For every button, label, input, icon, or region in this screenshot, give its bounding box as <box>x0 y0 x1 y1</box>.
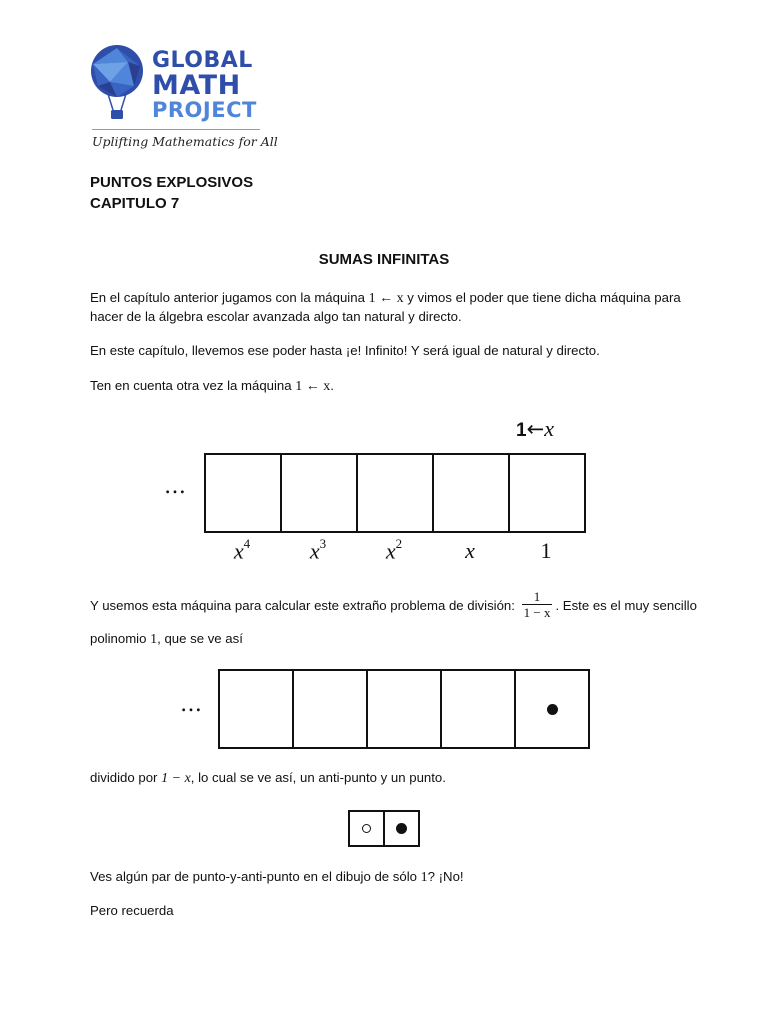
place-base: x <box>385 538 396 564</box>
chapter-number: CAPITULO 7 <box>90 195 180 212</box>
p3-text-b: . <box>330 378 334 393</box>
machine-2-box <box>218 669 294 749</box>
fraction <box>522 589 553 620</box>
anti-dot-icon <box>362 824 371 833</box>
p4-math: 1 <box>150 632 158 647</box>
p3-text-a: Ten en cuenta otra vez la máquina <box>90 378 292 393</box>
logo-line1: GLOBAL <box>152 48 253 73</box>
place-base: x <box>309 538 320 564</box>
place-exponent: 3 <box>319 536 327 551</box>
place-base: x <box>233 538 244 564</box>
p4-text-a: Y usemos esta máquina para calcular este extraño problema de división: <box>90 597 515 613</box>
place-exponent: 2 <box>395 536 403 551</box>
p5-text-b: , lo cual se ve así, un anti-punto y un punto. <box>190 770 446 785</box>
hot-air-balloon-icon <box>88 44 146 122</box>
machine-1-box <box>204 453 282 533</box>
p5-math: 1 − x <box>161 771 191 786</box>
p5-text-a: dividido por <box>90 770 158 785</box>
machine-1-ellipsis: … <box>164 474 188 499</box>
paragraph-1 <box>90 289 690 326</box>
machine-label-x: x <box>544 416 554 441</box>
paragraph-6 <box>90 868 690 887</box>
fraction-denominator: 1 − x <box>523 605 551 620</box>
fraction-numerator: 1 <box>522 589 553 605</box>
machine-1-box <box>280 453 358 533</box>
p6-text-a: Ves algún par de punto-y-anti-punto en el dibujo de sólo <box>90 869 417 884</box>
paragraph-5 <box>90 769 690 788</box>
machine-label-arrow: ← <box>526 417 545 441</box>
logo-line2: MATH <box>152 70 241 101</box>
place-base: 1 <box>540 538 552 563</box>
p1-math: 1 ← x <box>368 291 404 306</box>
p6-text-b: ? ¡No! <box>427 869 464 884</box>
paragraph-4-cont <box>90 630 690 649</box>
logo-tagline: Uplifting Mathematics for All <box>92 134 278 149</box>
machine-label-one: 1 <box>516 420 527 441</box>
logo-line3: PROJECT <box>152 98 257 122</box>
machine-2-ellipsis: … <box>180 692 204 717</box>
p1-text-a: En el capítulo anterior jugamos con la máquina <box>90 290 365 305</box>
logo-divider <box>92 129 260 130</box>
place-base: x <box>465 538 475 563</box>
machine-1-place-label <box>204 538 280 564</box>
paragraph-2: En este capítulo, llevemos ese poder hasta ¡e! Infinito! Y será igual de natural y directo. <box>90 343 600 358</box>
machine-2-box <box>366 669 442 749</box>
machine-2-box <box>440 669 516 749</box>
p4-text-b: . Este es el muy sencillo <box>555 597 697 613</box>
dot-icon <box>396 823 407 834</box>
chapter-series: PUNTOS EXPLOSIVOS <box>90 174 254 191</box>
page-title: SUMAS INFINITAS <box>318 251 450 268</box>
machine-1-place-label <box>508 538 584 564</box>
paragraph-4 <box>90 591 710 622</box>
p6-math: 1 <box>420 870 428 885</box>
place-exponent: 4 <box>243 536 251 551</box>
p1-text-b: y vimos el poder que tiene dicha máquina para <box>407 290 681 305</box>
dot-icon <box>547 704 558 715</box>
machine-1-box <box>432 453 510 533</box>
p4-text-c: polinomio <box>90 631 147 646</box>
p3-math: 1 ← x <box>295 379 331 394</box>
paragraph-3 <box>90 377 690 396</box>
machine-2-box <box>292 669 368 749</box>
machine-1-place-label <box>356 538 432 564</box>
machine-1-box <box>356 453 434 533</box>
machine-1-place-label <box>280 538 356 564</box>
p1-text-c: hacer de la álgebra escolar avanzada algo tan natural y directo. <box>90 309 462 324</box>
machine-1-box <box>508 453 586 533</box>
paragraph-7: Pero recuerda <box>90 903 174 918</box>
machine-1-place-label <box>432 538 508 564</box>
p4-text-d: , que se ve así <box>157 631 243 646</box>
machine-label <box>516 416 554 442</box>
